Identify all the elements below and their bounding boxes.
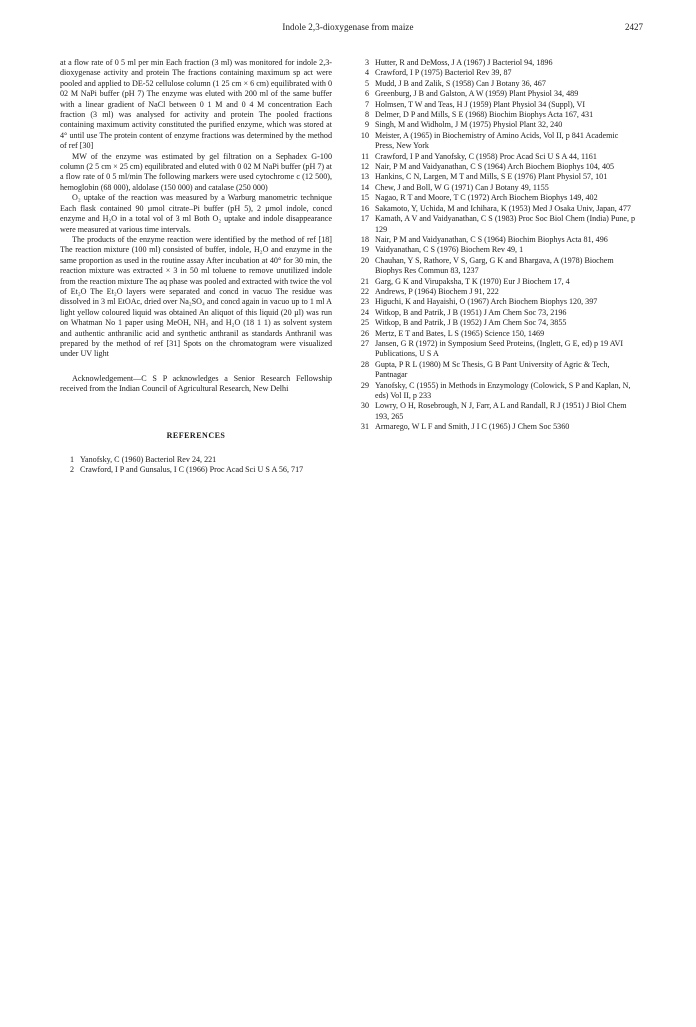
reference-number: 14 [360,182,369,192]
reference-number: 9 [364,120,369,130]
reference-item [355,100,637,110]
reference-item [355,245,637,255]
reference-number: 27 [360,338,369,348]
reference-number: 23 [360,297,369,307]
reference-text: Jansen, G R (1972) in Symposium Seed Proteins, (Inglett, G E, ed) p 19 AVI Publications, U S A [375,338,624,359]
reference-text: Hutter, R and DeMoss, J A (1967) J Bacteriol 94, 1896 [375,58,553,67]
reference-item [355,360,637,381]
reference-item [355,131,637,152]
reference-text: Crawford, I P (1975) Bacteriol Rev 39, 87 [375,68,512,78]
reference-item [60,455,332,465]
reference-text: Crawford, I P and Gunsalus, I C (1966) Proc Acad Sci U S A 56, 717 [80,465,304,475]
reference-text: Sakamoto, Y, Uchida, M and Ichihara, K (1953) Med J Osaka Univ, Japan, 477 [375,203,631,213]
reference-number: 22 [360,286,369,296]
reference-text: Nagao, R T and Moore, T C (1972) Arch Biochem Biophys 149, 402 [375,193,598,203]
reference-item [355,68,637,78]
reference-text: Yanofsky, C (1960) Bacteriol Rev 24, 221 [80,455,217,464]
reference-text: Mertz, E T and Bates, L S (1965) Science 150, 1469 [375,328,545,338]
reference-number: 11 [361,151,369,161]
reference-number: 1 [69,455,74,464]
reference-list-left [60,455,332,476]
body-paragraph: The products of the enzyme reaction were identified by the method of ref [18] The reaction mixture (100 ml) consisted of buffer, indole, H₂O and enzyme in the same proportion as used in the routine assay After incubation at 40° for 30 min, the reaction mixture was extracted × 3 in 50 ml toluene to remove unutilized indole from the reaction mixture The aq phase was pooled and extracted with twice the vol of Et₂O The Et₂O layers were separated and concd in vacuo The residue was dissolved in 3 ml EtOAc, dried over Na₂SO₄ and concd again in vacuo up to 1 ml A light yellow coloured liquid was obtained An aliquot of this liquid (20 µl) was run on Whatman No 1 paper using MeOH, NH₃ and H₂O (18 1 1) as solvent system and authentic anthranilic acid and synthetic anthranil as standards Anthranil was prepared by the method of ref [31] Spots on the chromatogram were visualized under UV light [60,234,332,359]
reference-text: Delmer, D P and Mills, S E (1968) Biochim Biophys Acta 167, 431 [375,110,594,120]
reference-item [355,256,637,277]
running-header [53,22,643,34]
reference-text: Singh, M and Widholm, J M (1975) Physiol Plant 32, 240 [375,120,563,130]
reference-number: 28 [360,359,369,369]
reference-item [355,204,637,214]
reference-item [355,183,637,193]
reference-item [355,162,637,172]
reference-item [355,422,637,432]
page-number: 2427 [625,22,643,32]
reference-text: Crawford, I P and Yanofsky, C (1958) Proc Acad Sci U S A 44, 1161 [375,151,597,161]
reference-item [355,329,637,339]
reference-text: Nair, P M and Vaidyanathan, C S (1964) Arch Biochem Biophys 104, 405 [375,162,615,172]
reference-item [355,318,637,328]
reference-number: 16 [360,203,369,213]
reference-item [355,193,637,203]
reference-number: 25 [360,318,369,328]
reference-text: Witkop, B and Patrik, J B (1952) J Am Chem Soc 74, 3855 [375,318,567,328]
reference-number: 4 [364,68,369,78]
body-paragraph: at a flow rate of 0 5 ml per min Each fraction (3 ml) was monitored for indole 2,3-dioxygenase activity and protein The fractions containing maximum sp act were pooled and applied to DE-52 cellulose column (1 25 cm × 6 cm) equilibrated with 0 02 M NaPi buffer (pH 7) The enzyme was eluted with 200 ml of the same buffer with a linear gradient of NaCl between 0 1 M and 0 4 M concentration Each fraction (3 ml) was analysed for activity and protein The pooled fractions containing maximum activity constituted the purified enzyme, which was stored at 4° until use The protein content of enzyme fractions was determined by the method of ref [30] [60,58,332,151]
reference-item [355,172,637,182]
reference-item [355,58,637,68]
left-column [60,58,332,476]
reference-number: 8 [364,110,369,120]
reference-item [355,339,637,360]
references-heading: REFERENCES [166,430,226,440]
reference-number: 26 [360,328,369,338]
reference-number: 30 [360,401,369,411]
reference-text: Holmsen, T W and Teas, H J (1959) Plant Physiol 34 (Suppl), VI [375,99,586,109]
reference-number: 10 [360,130,369,140]
body-paragraph: O₂ uptake of the reaction was measured by a Warburg manometric technique Each flask contained 90 µmol citrate–Pi buffer (pH 5), 2 µmol indole, concd enzyme and H₂O in a total vol of 3 ml Both O₂ uptake and indole disappearance were measured at various time intervals. [60,193,332,234]
reference-item [355,79,637,89]
reference-number: 24 [360,307,369,317]
reference-text: Gupta, P R L (1980) M Sc Thesis, G B Pant University of Agric & Tech, Pantnagar [375,359,610,380]
body-paragraph: MW of the enzyme was estimated by gel filtration on a Sephadex G-100 column (2 5 cm × 25 cm) equilibrated and eluted with 0 02 M NaPi buffer (pH 7) at a flow rate of 0 5 ml/min The following markers were used cytochrome c (12 500), hemoglobin (68 000), aldolase (150 000) and catalase (250 000) [60,151,332,192]
reference-item [60,465,332,475]
reference-number: 6 [364,89,369,99]
reference-number: 15 [360,193,369,203]
reference-text: Higuchi, K and Hayaishi, O (1967) Arch Biochem Biophys 120, 397 [375,297,598,307]
reference-item [355,89,637,99]
reference-item [355,235,637,245]
reference-text: Chew, J and Boll, W G (1971) Can J Botany 49, 1155 [375,182,549,192]
reference-text: Garg, G K and Virupaksha, T K (1970) Eur J Biochem 17, 4 [375,276,570,286]
reference-number: 5 [364,78,369,88]
reference-item [355,381,637,402]
reference-item [355,277,637,287]
acknowledgement: Acknowledgement—C S P acknowledges a Senior Research Fellowship received from the Indian Council of Agricultural Research, New Delhi [60,373,332,394]
reference-item [355,297,637,307]
reference-text: Kamath, A V and Vaidyanathan, C S (1983) Proc Soc Biol Chem (India) Pune, p 129 [375,214,636,234]
reference-text: Vaidyanathan, C S (1976) Biochem Rev 49, 1 [375,245,524,255]
reference-item [355,401,637,422]
reference-item [355,308,637,318]
running-title: Indole 2,3-dioxygenase from maize [282,22,414,32]
reference-text: Lowry, O H, Rosebrough, N J, Farr, A L and Randall, R J (1951) J Biol Chem 193, 265 [375,401,627,421]
reference-number: 19 [360,245,369,255]
reference-text: Witkop, B and Patrik, J B (1951) J Am Chem Soc 73, 2196 [375,307,567,317]
reference-text: Greenburg, J B and Galston, A W (1959) Plant Physiol 34, 489 [375,89,579,99]
reference-text: Armarego, W L F and Smith, J I C (1965) J Chem Soc 5360 [375,422,570,432]
reference-item [355,287,637,297]
reference-number: 29 [360,380,369,390]
reference-text: Mudd, J B and Zalik, S (1958) Can J Botany 36, 467 [375,78,546,88]
reference-list-right [355,58,637,433]
reference-number: 7 [364,99,369,109]
reference-number: 13 [360,172,369,182]
reference-item [355,214,637,235]
reference-item [355,110,637,120]
reference-text: Meister, A (1965) in Biochemistry of Amino Acids, Vol II, p 841 Academic Press, New York [375,130,619,151]
reference-number: 17 [360,214,369,224]
reference-number: 31 [360,422,369,432]
reference-text: Hankins, C N, Largen, M T and Mills, S E (1976) Plant Physiol 57, 101 [375,172,608,182]
reference-text: Chauhan, Y S, Rathore, V S, Garg, G K and Bhargava, A (1978) Biochem Biophys Res Commun 83, 1237 [375,255,614,276]
reference-number: 12 [360,162,369,172]
reference-number: 18 [360,234,369,244]
reference-text: Yanofsky, C (1955) in Methods in Enzymology (Colowick, S P and Kaplan, N, eds) Vol II, p 233 [375,380,631,400]
reference-text: Andrews, P (1964) Biochem J 91, 222 [375,286,499,296]
reference-number: 21 [360,276,369,286]
reference-item [355,120,637,130]
reference-text: Nair, P M and Vaidyanathan, C S (1964) Biochim Biophys Acta 81, 496 [375,234,608,244]
reference-item [355,152,637,162]
right-column [355,58,637,433]
reference-number: 3 [364,58,369,67]
reference-number: 20 [360,255,369,265]
reference-number: 2 [69,465,74,475]
